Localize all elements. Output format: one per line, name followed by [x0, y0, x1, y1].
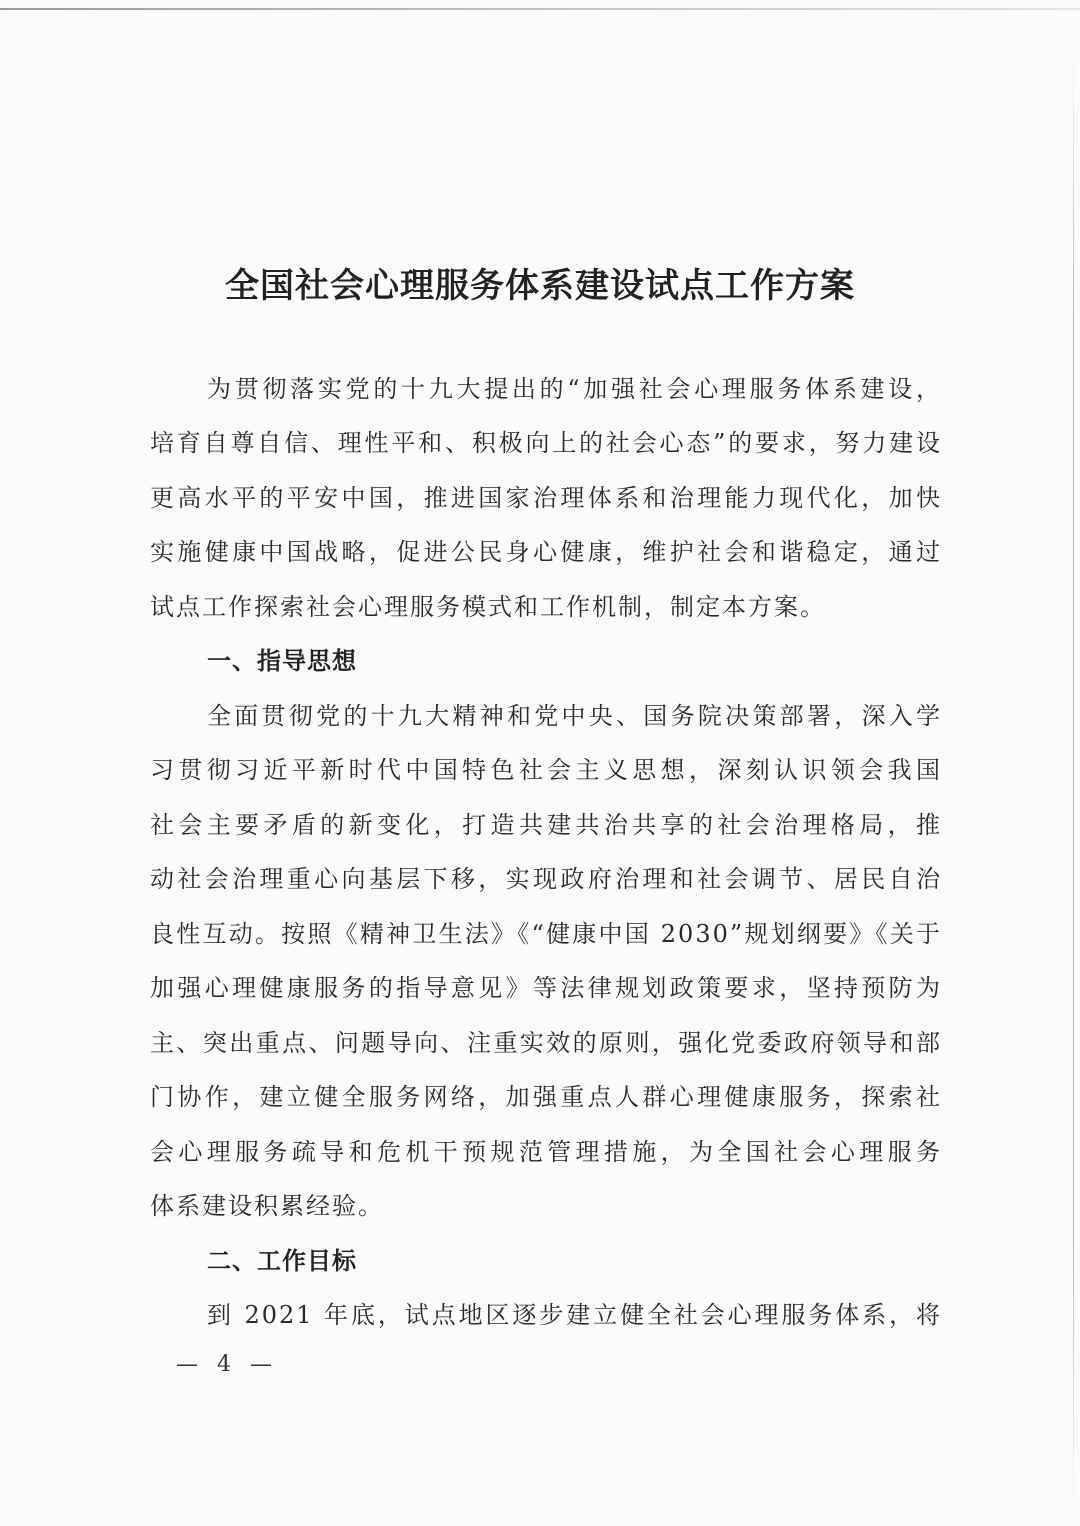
intro-line-5: 试点工作探索社会心理服务模式和工作机制，制定本方案。	[150, 593, 826, 621]
section1-line-3: 社会主要矛盾的新变化，打造共建共治共享的社会治理格局，推	[150, 811, 942, 839]
scan-edge-top	[0, 8, 1080, 10]
document-title: 全国社会心理服务体系建设试点工作方案	[225, 266, 855, 306]
intro-line-1: 为贯彻落实党的十九大提出的“加强社会心理服务体系建设，	[207, 375, 942, 403]
intro-line-4: 实施健康中国战略，促进公民身心健康，维护社会和谐稳定，通过	[150, 538, 942, 566]
page-number: — 4 —	[176, 1352, 278, 1377]
intro-line-3: 更高水平的平安中国，推进国家治理体系和治理能力现代化，加快	[150, 484, 942, 512]
intro-line-2: 培育自尊自信、理性平和、积极向上的社会心态”的要求，努力建设	[150, 429, 942, 457]
section-heading-guiding-ideology: 一、指导思想	[207, 647, 357, 675]
section1-line-4: 动社会治理重心向基层下移，实现政府治理和社会调节、居民自治	[150, 865, 942, 893]
section1-line-1: 全面贯彻党的十九大精神和党中央、国务院决策部署，深入学	[207, 702, 942, 730]
section1-line-10: 体系建设积累经验。	[150, 1192, 384, 1220]
section1-line-6: 加强心理健康服务的指导意见》等法律规划政策要求，坚持预防为	[150, 974, 942, 1002]
section1-line-7: 主、突出重点、问题导向、注重实效的原则，强化党委政府领导和部	[150, 1029, 942, 1057]
section1-line-9: 会心理服务疏导和危机干预规范管理措施，为全国社会心理服务	[150, 1138, 942, 1166]
section2-line-1: 到 2021 年底，试点地区逐步建立健全社会心理服务体系，将	[207, 1301, 942, 1329]
section-heading-work-goals: 二、工作目标	[207, 1247, 357, 1275]
section1-line-5: 良性互动。按照《精神卫生法》《“健康中国 2030”规划纲要》《关于	[150, 920, 942, 948]
section1-line-8: 门协作，建立健全服务网络，加强重点人群心理健康服务，探索社	[150, 1083, 942, 1111]
section1-line-2: 习贯彻习近平新时代中国特色社会主义思想，深刻认识领会我国	[150, 756, 942, 784]
